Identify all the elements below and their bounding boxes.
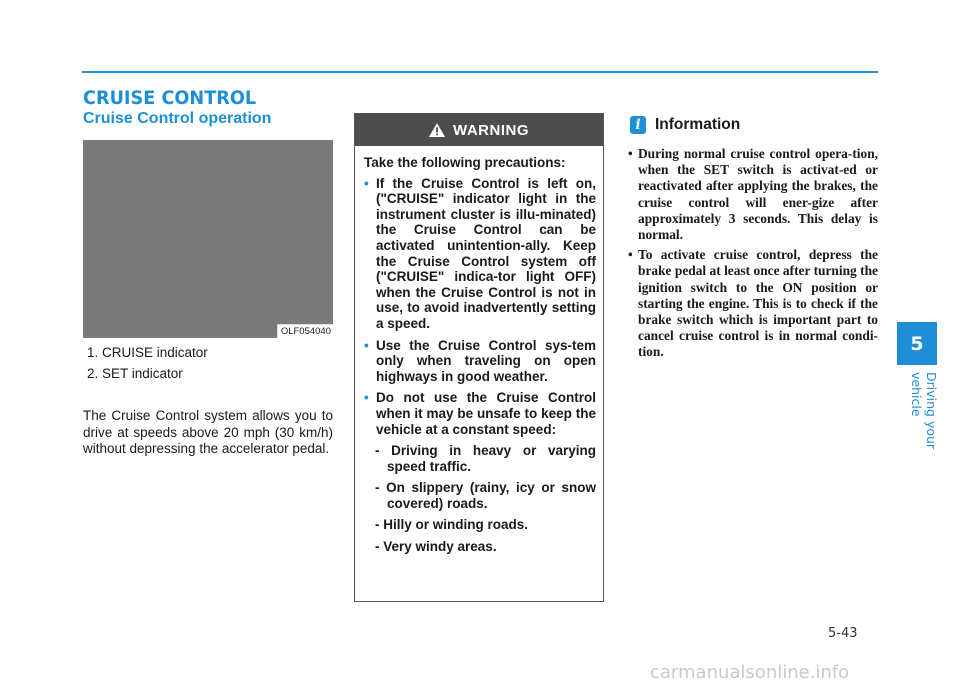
warning-sub-item-text: - Very windy areas. bbox=[375, 539, 497, 555]
section-title: CRUISE CONTROL bbox=[83, 87, 257, 109]
warning-sub-item bbox=[364, 539, 596, 555]
information-title: Information bbox=[655, 116, 741, 133]
warning-header bbox=[355, 114, 603, 146]
top-rule bbox=[82, 71, 878, 73]
warning-item-text: Use the Cruise Control sys-tem only when traveling on open highways in good weather. bbox=[376, 337, 596, 384]
figure-code: OLF054040 bbox=[277, 324, 333, 338]
information-list bbox=[628, 146, 878, 365]
figure-caption-1: 1. CRUISE indicator bbox=[87, 345, 208, 360]
figure-caption-2: 2. SET indicator bbox=[87, 366, 183, 381]
chapter-label-text: Driving your vehicle bbox=[909, 372, 939, 450]
warning-title: WARNING bbox=[453, 121, 529, 139]
subsection-title: Cruise Control operation bbox=[83, 110, 272, 127]
information-item-text: During normal cruise control opera-tion, when the SET switch is activat-ed or reactivated after applying the brakes, the cruise control will ener-gize after approximately 3 seconds. This delay is normal. bbox=[638, 146, 878, 243]
information-item-text: To activate cruise control, depress the brake pedal at least once after turning the ignition switch to the ON position or starting the engine. This is to check if the brake switch which is important part to cancel cruise control is in normal condi-tion. bbox=[638, 247, 878, 360]
warning-sub-item bbox=[364, 517, 596, 533]
information-item bbox=[628, 247, 878, 360]
bullet-icon: • bbox=[364, 337, 369, 353]
warning-box bbox=[354, 113, 604, 602]
bullet-icon: • bbox=[364, 175, 369, 191]
page-number: 5-43 bbox=[828, 626, 858, 641]
watermark: carmanualsonline.info bbox=[650, 662, 850, 683]
warning-item-text: If the Cruise Control is left on, ("CRUISE" indicator light in the instrument cluster is illu-minated) the Cruise Control can be activated unintention-ally. Keep the Cruise Control system off ("CRUISE" indica-tor light OFF) when the Cruise Control is not in use, to avoid inadvertently setting a speed. bbox=[376, 175, 596, 331]
warning-item bbox=[364, 176, 596, 332]
warning-item-text: Do not use the Cruise Control when it may be unsafe to keep the vehicle at a constant speed: bbox=[376, 390, 596, 437]
chapter-tab: 5 bbox=[897, 322, 937, 365]
body-paragraph: The Cruise Control system allows you to drive at speeds above 20 mph (30 km/h) without depressing the accelerator pedal. bbox=[83, 408, 333, 456]
warning-sub-item bbox=[364, 443, 596, 474]
warning-intro: Take the following precautions: bbox=[364, 155, 566, 170]
warning-sub-item-text: - Driving in heavy or varying speed traffic. bbox=[375, 443, 596, 474]
warning-item bbox=[364, 338, 596, 385]
warning-item bbox=[364, 390, 596, 437]
warning-sub-item bbox=[364, 480, 596, 511]
bullet-icon: • bbox=[628, 146, 633, 161]
figure-image bbox=[83, 140, 333, 338]
chapter-label bbox=[900, 372, 939, 497]
information-header bbox=[630, 116, 740, 134]
warning-body bbox=[355, 146, 603, 555]
bullet-icon: • bbox=[628, 247, 633, 263]
warning-sub-item-text: - Hilly or winding roads. bbox=[375, 517, 529, 533]
bullet-icon: • bbox=[364, 390, 369, 406]
warning-triangle-icon bbox=[429, 123, 445, 137]
info-icon: i bbox=[630, 116, 646, 134]
information-item bbox=[628, 146, 878, 243]
warning-sub-item-text: - On slippery (rainy, icy or snow covered) roads. bbox=[375, 480, 596, 511]
